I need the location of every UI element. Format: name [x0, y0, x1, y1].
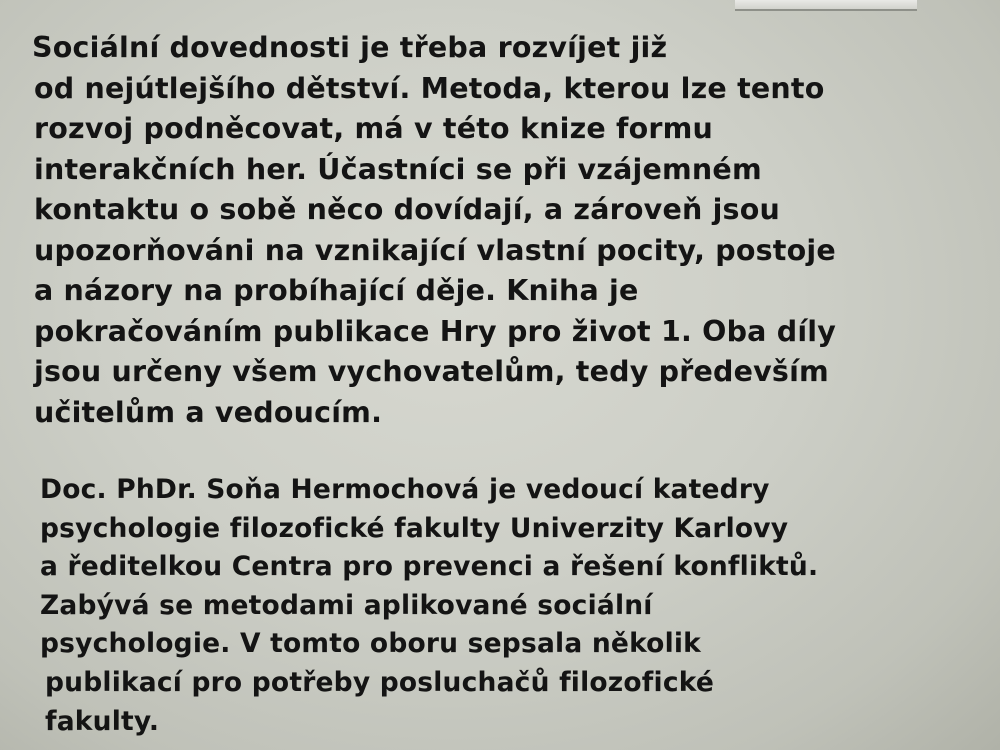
text-line: jsou určeny všem vychovatelům, tedy především: [34, 355, 829, 388]
author-bio-paragraph: [40, 471, 818, 741]
text-line: od nejútlejšího dětství. Metoda, kterou lze tento: [34, 71, 825, 105]
text-line: upozorňováni na vznikající vlastní pocity, postoje: [34, 233, 836, 267]
text-line: rozvoj podněcovat, má v této knize formu: [34, 112, 714, 145]
text-line: Sociální dovednosti je třeba rozvíjet již: [32, 31, 668, 64]
text-line: kontaktu o sobě něco dovídají, a zároveň jsou: [34, 193, 780, 226]
text-line: publikací pro potřeby posluchačů filozofické: [45, 666, 715, 698]
corner-paper-strip: [735, 0, 917, 11]
text-line: fakulty.: [45, 705, 160, 737]
text-line: pokračováním publikace Hry pro život 1. Oba díly: [34, 314, 837, 348]
text-line: a ředitelkou Centra pro prevenci a řešení konfliktů.: [40, 551, 819, 583]
text-line: psychologie. V tomto oboru sepsala několik: [40, 628, 701, 660]
text-line: Doc. PhDr. Soňa Hermochová je vedoucí katedry: [40, 474, 770, 505]
text-line: Zabývá se metodami aplikované sociální: [40, 589, 653, 621]
text-line: interakčních her. Účastníci se při vzájemném: [34, 152, 762, 186]
text-line: psychologie filozofické fakulty Univerzity Karlovy: [40, 512, 789, 544]
text-line: učitelům a vedoucím.: [34, 395, 383, 429]
text-line: a názory na probíhající děje. Kniha je: [34, 274, 639, 307]
book-description-paragraph: [32, 28, 836, 433]
